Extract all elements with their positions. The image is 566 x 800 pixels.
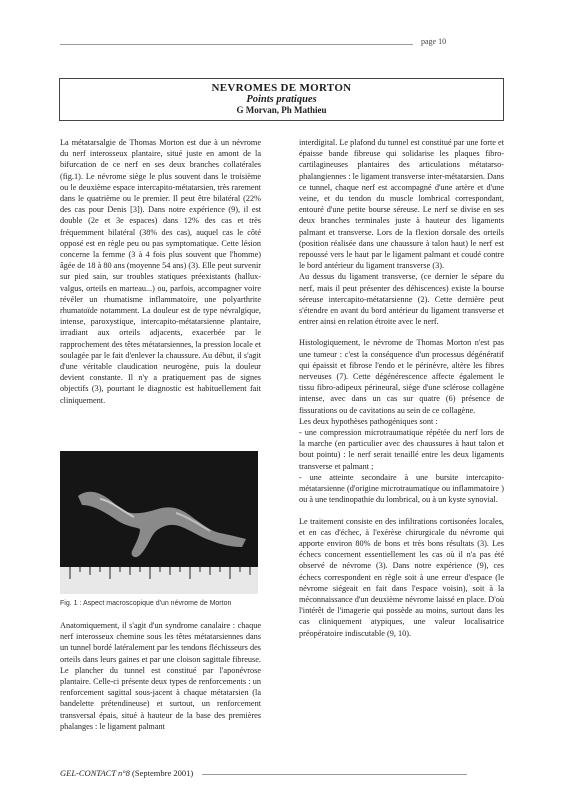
tunnel-paragraph: interdigital. Le plafond du tunnel est constitué par une forte et épaisse bande fibreuse qui solidarise les plaques fibro-cartilagineuses plantaires des articulations métatarso-phalangiennes : le ligament transverse inter-métatarsien. Dans ce tunnel, chaque nerf est accompagné d'une artère et d'une veine, et du tendon du muscle lombrical correspondant, entouré d'une petite bourse séreuse. Le nerf se divise en ses deux branches terminales juste à hauteur des ligaments palmant et transverse. Lors de la flexion dorsale des orteils (position réalisée dans une chaussure à talon haut) le nerf est repoussé vers le haut par le ligament palmant et coudé contre le bord antérieur du ligament transverse (3).: [299, 138, 504, 271]
footer-citation: [60, 768, 193, 778]
left-column: [60, 137, 261, 406]
figure-photo-neuroma: [60, 451, 258, 594]
article-title: NEVROMES DE MORTON: [211, 82, 352, 94]
right-column: [299, 137, 504, 639]
bursa-paragraph: Au dessus du ligament transverse, (ce dernier le sépare du nerf, mais il peut présenter des déhiscences) existe la bourse séreuse intercapito-métatarsienne (2). Cette dernière peut s'étendre en avant du bord antérieur du ligament transverse et entrer ainsi en relation étroite avec le nerf.: [299, 272, 504, 327]
article-authors: G Morvan, Ph Mathieu: [236, 105, 327, 115]
hypothesis-compression: - une compression microtraumatique répétée du nerf lors de la marche (en particulier avec des chaussures à haut talon et bout pointu) : le nerf serait tenaillé entre les deux ligaments transverse et palmant ;: [299, 428, 504, 471]
title-box: [59, 78, 504, 121]
hypotheses-intro: Les deux hypothèses pathogéniques sont :: [299, 416, 438, 426]
journal-name: GEL-CONTACT n°8: [60, 768, 130, 778]
left-column-anatomy: [60, 620, 261, 732]
intro-paragraph: La métatarsalgie de Thomas Morton est due à un névrome du nerf interosseux plantaire, situé juste en amont de la bifurcation de ce nerf en ses deux branches collatérales (fig.1). Le névrome siège le plus souvent dans le troisième ou le deuxième espace intercapito-métatarsien, très rarement dans le quatrième ou le premier. Il peut être bilatéral (22% des cas pour Denis [3]). Dans notre expérience (9), il est double (2e et 3e espaces) dans 12% des cas et très fréquemment bilatéral (38% des cas), auquel cas le côté opposé est en règle peu ou pas symptomatique. Cette lésion concerne la femme (3 à 4 fois plus souvent que l'homme) âgée de 18 à 80 ans (moyenne 54 ans) (3). Elle peut survenir sur pied sain, sur troubles statiques préexistants (hallux-valgus, orteils en marteau...) ou, parfois, accompagner voire révéler un rhumatisme inflammatoire, une polyarthrite rhumatoïde notamment. La douleur est de type névralgique, intense, paroxystique, intercapito-métatarsienne plantaire, irradiant aux orteils adjacents, exacerbée par le rapprochement des têtes métatarsiennes, la pression locale et soulagée par le fait d'enlever la chaussure. Au début, il s'agit d'une véritable claudication neurogène, puis la douleur devient constante. Il n'y a pratiquement pas de signes objectifs (3), pourtant le diagnostic est habituellement fait cliniquement.: [60, 138, 261, 405]
article-subtitle: Points pratiques: [246, 94, 317, 105]
issue-date: (Septembre 2001): [132, 768, 194, 778]
anatomy-paragraph: Anatomiquement, il s'agit d'un syndrome canalaire : chaque nerf interosseux chemine sous les têtes métatarsiennes dans un tunnel bordé latéralement par les tendons fléchisseurs des orteils dans leurs gaines et par une cloison sagittale fibreuse. Le plancher du tunnel est constitué par l'aponévrose plantaire. Celle-ci présente deux types de renforcements : un renforcement sagittal sous-jacent à chaque métatarsien (la bandelette prétendineuse) et surtout, un renforcement transversal épais, situé à hauteur de la base des premières phalanges : le ligament palmant: [60, 621, 261, 731]
page-number: page 10: [421, 37, 447, 46]
figure-caption: Fig. 1 : Aspect macroscopique d'un névrome de Morton: [60, 600, 232, 607]
histology-paragraph: Histologiquement, le névrome de Thomas Morton n'est pas une tumeur : c'est la conséquence d'un processus dégénératif qui épaissit et fibrose l'endo et le périnèvre, altère les fibres nerveuses (7). Cette dégénérescence affecte également le tissu fibro-adipeux périneural, siège d'une sclérose collagène intense, avec dans un cas sur quatre (6) présence de fissurations ou de cavitations au sein de ce collagène.: [299, 338, 504, 415]
header-rule: [60, 44, 413, 45]
treatment-paragraph: Le traitement consiste en des infiltrations cortisonées locales, et en cas d'échec, à l'exérèse chirurgicale du névrome qui apporte environ 80% de bons et très bons résultats (3). Les échecs concernent essentiellement les cas où il n'a pas été observé de névrome (3). Dans notre expérience (9), ces échecs correspondent en règle soit à une erreur d'espace (le névrome siégeait en fait dans l'espace voisin), soit à la méconnaissance d'un deuxième névrome laissé en place. D'où l'intérêt de l'imagerie qui possède au moins, surtout dans les cas cliniquement atypiques, une valeur localisatrice préopératoire indiscutable (9, 10).: [299, 516, 504, 638]
hypothesis-bursitis: - une atteinte secondaire à une bursite intercapito-métatarsienne (d'origine microtraumatique ou inflammatoire ) ou à une tendinopathie du lombrical, ou à un kyste synovial.: [299, 472, 504, 505]
footer-rule: [202, 774, 467, 775]
